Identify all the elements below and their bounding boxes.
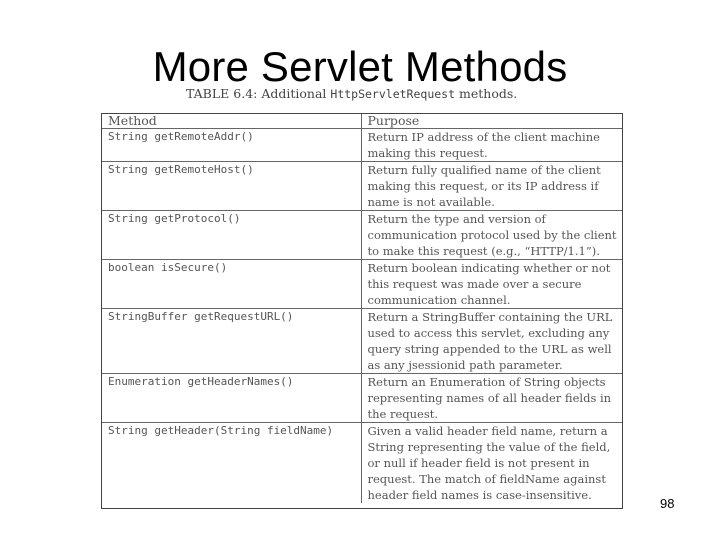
table-header-row (102, 114, 623, 129)
slide-title: More Servlet Methods (152, 43, 568, 90)
column-header-method: Method (102, 114, 361, 129)
purpose-cell: Return the type and version of communication protocol used by the client to make this request (e.g., “HTTP/1.1”). (361, 211, 623, 260)
method-cell: StringBuffer getRequestURL() (102, 309, 361, 374)
table-caption-suffix: methods. (455, 86, 518, 101)
table-row (102, 211, 623, 260)
table-caption (186, 86, 517, 101)
purpose-cell: Return an Enumeration of String objects representing names of all header fields in the request. (361, 374, 623, 423)
method-cell: String getProtocol() (102, 211, 361, 260)
table-row (102, 423, 623, 504)
table-row (102, 260, 623, 309)
table-caption-text: Additional (257, 86, 331, 101)
method-cell: boolean isSecure() (102, 260, 361, 309)
purpose-cell: Return fully qualified name of the client making this request, or its IP address if name is not available. (361, 162, 623, 211)
table-caption-label: TABLE 6.4: (186, 86, 258, 101)
table-row (102, 374, 623, 423)
method-cell: String getRemoteHost() (102, 162, 361, 211)
table-row (102, 162, 623, 211)
methods-table (101, 113, 623, 509)
purpose-cell: Given a valid header field name, return a String representing the value of the field, or null if header field is not present in request. The match of fieldName against header field names is case-insensitive. (361, 423, 623, 504)
purpose-cell: Return IP address of the client machine making this request. (361, 129, 623, 162)
method-cell: String getRemoteAddr() (102, 129, 361, 162)
page-number: 98 (660, 496, 675, 511)
method-cell: String getHeader(String fieldName) (102, 423, 361, 504)
table-row (102, 309, 623, 374)
method-cell: Enumeration getHeaderNames() (102, 374, 361, 423)
column-header-purpose: Purpose (361, 114, 623, 129)
table-caption-class: HttpServletRequest (330, 87, 456, 101)
table-row (102, 129, 623, 162)
purpose-cell: Return boolean indicating whether or not this request was made over a secure communication channel. (361, 260, 623, 309)
purpose-cell: Return a StringBuffer containing the URL used to access this servlet, excluding any query string appended to the URL as well as any jsessionid path parameter. (361, 309, 623, 374)
